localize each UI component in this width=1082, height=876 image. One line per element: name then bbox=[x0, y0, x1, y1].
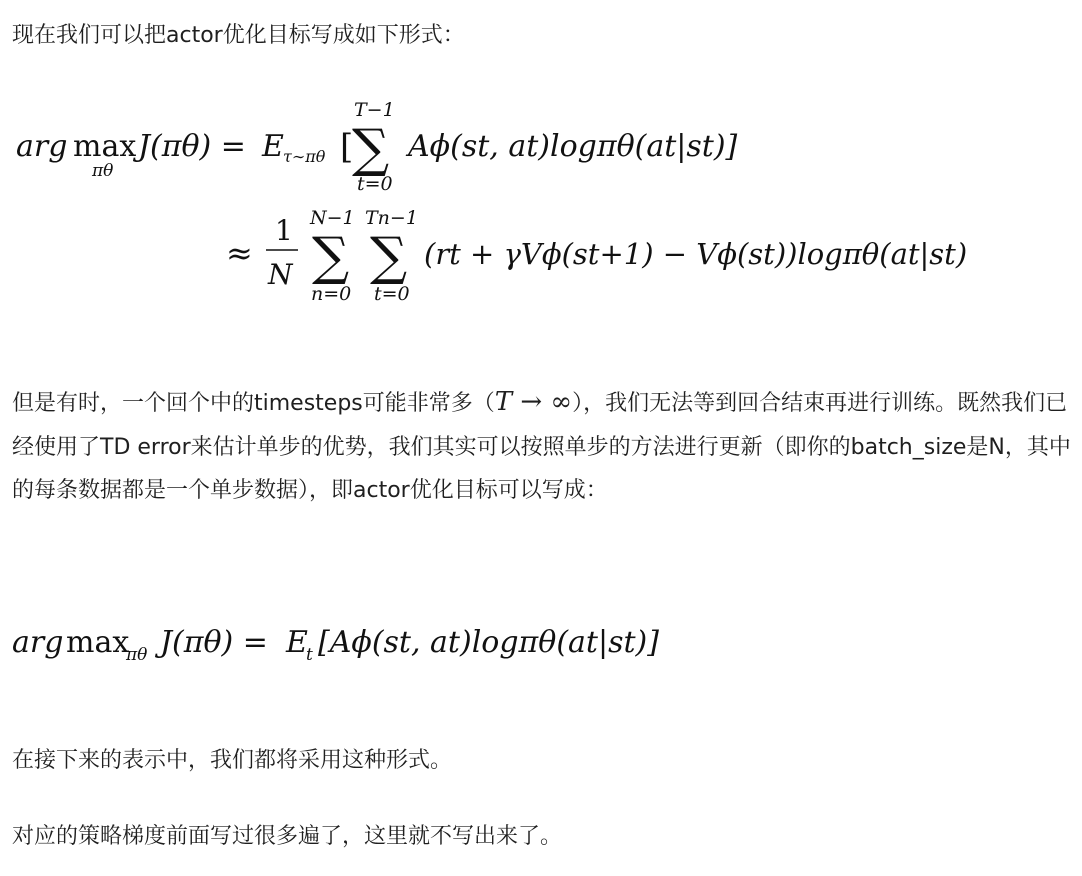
eq2-arg: arg bbox=[12, 625, 64, 660]
eq1-summation: ∑ bbox=[352, 119, 390, 179]
eq1-max: max bbox=[73, 129, 137, 164]
timesteps-text-after-math: ），我们无法等到回合结束再进行训练。既然我们已经使用了TD error来估计单步的优势，我们其实可以按照单步的方法进行更新（即你的batch_size是N，其中的每条数据都是一个单步数据），即actor优化目标可以写成： bbox=[12, 391, 1071, 503]
eq1-sum-upper-limit: T−1 bbox=[354, 99, 395, 121]
eq2-max-subscript: πθ bbox=[126, 645, 148, 665]
eq1-summation-n: ∑ bbox=[312, 227, 350, 287]
eq1-approx: ≈ bbox=[226, 234, 253, 272]
eq2-body: [Aϕ(st, at)logπθ(at|st)] bbox=[318, 625, 659, 660]
eq1-line2-body: (rt + γVϕ(st+1) − Vϕ(st))logπθ(at|st) bbox=[424, 237, 968, 271]
eq2-expectation-E: E bbox=[286, 625, 308, 660]
eq1-expectation-E: E bbox=[262, 129, 284, 164]
eq1-left-bracket: [ bbox=[340, 127, 354, 167]
eq1-max-subscript: πθ bbox=[92, 161, 114, 181]
eq1-lhs-J: J(πθ) = bbox=[138, 129, 246, 164]
eq1-expectation-subscript: τ∼πθ bbox=[283, 147, 326, 166]
timesteps-text-before-math: 但是有时，一个回个中的timesteps可能非常多（ bbox=[12, 391, 495, 416]
inline-math-T-to-infinity: T → ∞ bbox=[494, 387, 573, 417]
eq1-sum-n-lower-limit: n=0 bbox=[311, 283, 352, 305]
eq2-max: max bbox=[66, 625, 130, 660]
eq1-sum-lower-limit: t=0 bbox=[357, 173, 393, 195]
eq1-summation-t: ∑ bbox=[370, 227, 408, 287]
notation-paragraph: 在接下来的表示中，我们都将采用这种形式。 bbox=[12, 748, 453, 773]
actor-objective-equation bbox=[0, 90, 1000, 320]
eq1-fraction-denominator: N bbox=[268, 258, 293, 291]
eq1-sum-t-upper-limit: Tn−1 bbox=[365, 207, 418, 229]
single-step-objective-equation bbox=[0, 612, 700, 672]
eq1-fraction-numerator: 1 bbox=[275, 214, 293, 247]
eq2-lhs-J: J(πθ) = bbox=[160, 625, 268, 660]
eq1-line1-body: Aϕ(st, at)logπθ(at|st)] bbox=[408, 129, 738, 164]
eq1-arg: arg bbox=[16, 129, 68, 164]
eq2-expectation-subscript: t bbox=[306, 645, 313, 665]
eq1-sum-t-lower-limit: t=0 bbox=[374, 283, 410, 305]
timesteps-paragraph bbox=[12, 381, 1074, 513]
eq1-sum-n-upper-limit: N−1 bbox=[310, 207, 355, 229]
policy-gradient-note: 对应的策略梯度前面写过很多遍了，这里就不写出来了。 bbox=[12, 824, 563, 849]
intro-paragraph: 现在我们可以把actor优化目标写成如下形式： bbox=[12, 23, 465, 48]
